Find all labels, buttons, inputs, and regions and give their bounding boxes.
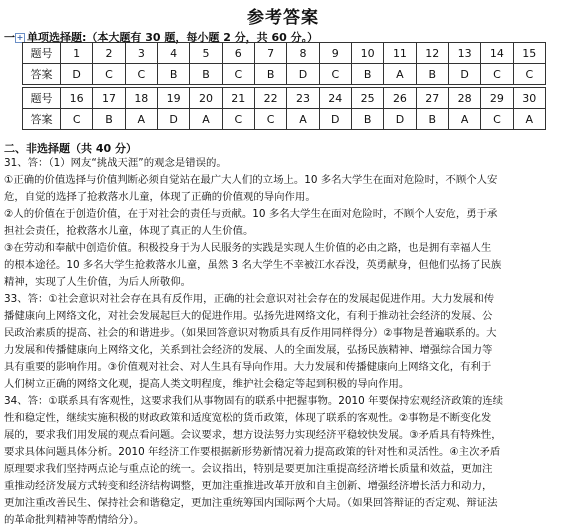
cell: B — [254, 64, 286, 85]
cell: 22 — [254, 88, 286, 109]
answer-line: 原理要求我们坚持两点论与重点论的统一。会议指出，特别是要更加注重提高经济增长质量和效益，更加注 — [4, 463, 493, 475]
cell: D — [157, 109, 189, 130]
answer-line: 34、答：①联系具有客观性，这要求我们从事物固有的联系中把握事物。2010 年要保持宏观经济政策的连续 — [4, 395, 504, 407]
answer-line: 担社会责任，抢救落水儿童，体现了真正的人生价值。 — [4, 225, 254, 237]
cell: 1 — [61, 43, 93, 64]
cell: 13 — [448, 43, 480, 64]
section1-number: 一 — [4, 31, 15, 44]
cell: 18 — [125, 88, 157, 109]
cell: A — [287, 109, 319, 130]
answer-line: 精神，实现了人生价值，为后人所敬仰。 — [4, 276, 192, 288]
cell: 8 — [287, 43, 319, 64]
cell: 11 — [384, 43, 416, 64]
cell: 12 — [416, 43, 448, 64]
answer-line: 要求具体问题具体分析。2010 年经济工作要根据新形势新情况着力提高政策的针对性和灵活性。④主次矛盾 — [4, 446, 501, 458]
cell: B — [351, 109, 383, 130]
cell: 23 — [287, 88, 319, 109]
cell: C — [481, 64, 513, 85]
cell: 29 — [481, 88, 513, 109]
cell: 9 — [319, 43, 351, 64]
cell: 10 — [351, 43, 383, 64]
answer-line: 的革命批判精神等酌情给分）。 — [4, 514, 145, 526]
answer-line: 播健康向上网络文化，对社会发展起巨大的促进作用。弘扬先进网络文化，有利于推动社会经济的发展、公 — [4, 310, 493, 322]
cell: 17 — [93, 88, 125, 109]
cell: 2 — [93, 43, 125, 64]
answer-line: 31、答：（1）网友“挑战天涯”的观念是错误的。 — [4, 157, 227, 169]
cell: B — [190, 64, 222, 85]
cell: C — [513, 64, 545, 85]
answer-line: 人们树立正确的网络文化观，提高人类文明程度，维护社会稳定等起到积极的导向作用。 — [4, 378, 410, 390]
cell: 28 — [448, 88, 480, 109]
table-row-answers-1 — [23, 64, 546, 85]
answer-line: ③在劳动和奉献中创造价值。积极投身于为人民服务的实践是实现人生价值的必由之路，也是拥有幸福人生 — [4, 242, 492, 254]
answer-line: 性和稳定性，继续实施积极的财政政策和适度宽松的货币政策，体现了联系的客观性。②事物是不断变化发 — [4, 412, 492, 424]
row-label: 答案 — [23, 109, 61, 130]
section1-heading-text: 单项选择题:（本大题有 30 题，每小题 2 分，共 60 分。） — [27, 31, 319, 44]
cell: 6 — [222, 43, 254, 64]
expand-plus-icon[interactable]: + — [16, 33, 24, 42]
answer-line: 具有重要的影响作用。③价值观对社会、对人生具有导向作用。大力发展和传播健康向上网络文化，有利于 — [4, 361, 492, 373]
cell: B — [93, 109, 125, 130]
cell: A — [125, 109, 157, 130]
cell: 15 — [513, 43, 545, 64]
answer-line: 33、答：①社会意识对社会存在具有反作用，正确的社会意识对社会存在的发展起促进作用。大力发展和传 — [4, 293, 495, 305]
answer-line: ②人的价值在于创造价值，在于对社会的责任与贡献。10 多名大学生在面对危险时，不顾个人安危，勇于承 — [4, 208, 498, 220]
cell: 14 — [481, 43, 513, 64]
cell: D — [384, 109, 416, 130]
answer-line: 展的，要求我们用发展的观点看问题。会议要求，想方设法努力实现经济平稳较快发展。③矛盾具有特殊性， — [4, 429, 502, 441]
cell: 5 — [190, 43, 222, 64]
cell: B — [416, 64, 448, 85]
cell: C — [61, 109, 93, 130]
answer-line: 更加注重改善民生、保持社会和谐稳定，更加注重统筹国内国际两个大局。（如果回答辩证的否定观、辩证法 — [4, 497, 498, 509]
cell: B — [416, 109, 448, 130]
table-row-numbers-2 — [23, 88, 546, 109]
cell: C — [222, 64, 254, 85]
answer-line: 重推动经济发展方式转变和经济结构调整，更加注重推进改革开放和自主创新、增强经济增长活力和动力， — [4, 480, 493, 492]
cell: C — [93, 64, 125, 85]
cell: 27 — [416, 88, 448, 109]
cell: B — [157, 64, 189, 85]
answer-line: 力发展和传播健康向上网络文化，关系到社会经济的发展、人的全面发展，弘扬民族精神、增强综合国力等 — [4, 344, 493, 356]
table-row-numbers-1 — [23, 43, 546, 64]
row-label: 题号 — [23, 88, 61, 109]
cell: 7 — [254, 43, 286, 64]
cell: D — [61, 64, 93, 85]
section2-heading: 二、非选择题（共 40 分） — [4, 142, 137, 155]
cell: C — [319, 64, 351, 85]
cell: 4 — [157, 43, 189, 64]
cell: C — [125, 64, 157, 85]
answer-line: ①正确的价值选择与价值判断必须自觉站在最广大人们的立场上。10 多名大学生在面对危险时，不顾个人安 — [4, 174, 498, 186]
cell: 19 — [157, 88, 189, 109]
row-label: 题号 — [23, 43, 61, 64]
cell: D — [448, 64, 480, 85]
answer-table — [22, 42, 546, 130]
cell: 25 — [351, 88, 383, 109]
cell: C — [481, 109, 513, 130]
table-row-answers-2 — [23, 109, 546, 130]
cell: 30 — [513, 88, 545, 109]
cell: C — [254, 109, 286, 130]
cell: A — [384, 64, 416, 85]
cell: A — [513, 109, 545, 130]
cell: 26 — [384, 88, 416, 109]
row-label: 答案 — [23, 64, 61, 85]
cell: 3 — [125, 43, 157, 64]
cell: D — [287, 64, 319, 85]
cell: 21 — [222, 88, 254, 109]
cell: A — [448, 109, 480, 130]
answer-line: 危，自觉的选择了抢救落水儿童，体现了正确的价值观的导向作用。 — [4, 191, 316, 203]
cell: 24 — [319, 88, 351, 109]
cell: C — [222, 109, 254, 130]
answer-line: 民政治素质的提高、社会的和谐进步。（如果回答意识对物质具有反作用同样得分）②事物是普遍联系的。大 — [4, 327, 497, 339]
cell: B — [351, 64, 383, 85]
cell: A — [190, 109, 222, 130]
cell: D — [319, 109, 351, 130]
cell: 16 — [61, 88, 93, 109]
page-title: 参考答案 — [247, 8, 319, 28]
cell: 20 — [190, 88, 222, 109]
answer-line: 的根本途径。10 多名大学生抢救落水儿童，虽然 3 名大学生不幸被江水吞没，英勇献身，但他们弘扬了民族 — [4, 259, 502, 271]
